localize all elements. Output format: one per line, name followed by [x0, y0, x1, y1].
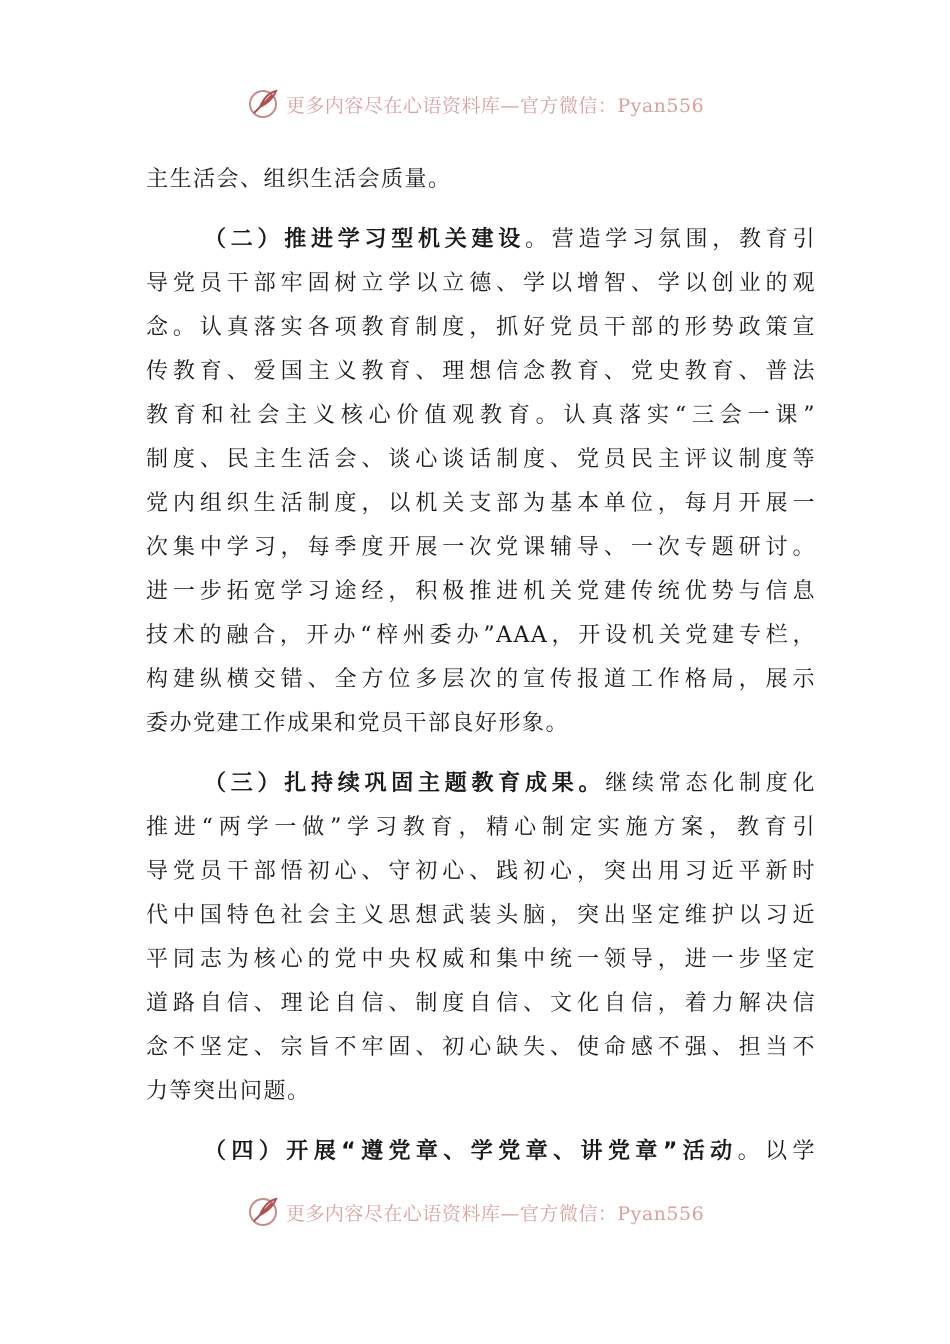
- section-2-first-line: （二）推进学习型机关建设。营造学习氛围，教育引: [204, 227, 816, 252]
- watermark-header: [0, 84, 950, 124]
- paragraph-line: 推进“两学一做”学习教育，精心制定实施方案，教育引: [146, 815, 816, 840]
- section-4-heading: （四）开展“遵党章、学党章、讲党章”活动: [204, 1139, 738, 1164]
- quill-pen-logo-icon: [246, 1195, 280, 1229]
- paragraph-line: 导党员干部悟初心、守初心、践初心，突出用习近平新时: [146, 859, 816, 884]
- section-3-heading: （三）扎持续巩固主题教育成果。: [204, 771, 606, 796]
- paragraph-line: 教育和社会主义核心价值观教育。认真落实“三会一课”: [146, 403, 816, 428]
- paragraph-line: 念不坚定、宗旨不牢固、初心缺失、使命感不强、担当不: [146, 1035, 816, 1060]
- section-3-first-line: （三）扎持续巩固主题教育成果。继续常态化制度化: [204, 771, 816, 796]
- section-4-first-line: （四）开展“遵党章、学党章、讲党章”活动。以学: [204, 1139, 816, 1164]
- document-body: [146, 158, 816, 1174]
- intro-line: 主生活会、组织生活会质量。: [146, 167, 452, 192]
- paragraph-line: 进一步拓宽学习途经，积极推进机关党建传统优势与信息: [146, 579, 816, 604]
- section-3: [146, 762, 816, 1114]
- paragraph-line: 道路自信、理论自信、制度自信、文化自信，着力解决信: [146, 991, 816, 1016]
- paragraph-line: 委办党建工作成果和党员干部良好形象。: [146, 711, 570, 736]
- paragraph-line: 平同志为核心的党中央权威和集中统一领导，进一步坚定: [146, 947, 816, 972]
- paragraph-line: 党内组织生活制度，以机关支部为基本单位，每月开展一: [146, 491, 816, 516]
- paragraph-line: 构建纵横交错、全方位多层次的宣传报道工作格局，展示: [146, 667, 816, 692]
- paragraph-line: 念。认真落实各项教育制度，抓好党员干部的形势政策宣: [146, 315, 816, 340]
- watermark-footer: [0, 1192, 950, 1232]
- paragraph-line: 力等突出问题。: [146, 1079, 311, 1104]
- paragraph-line: 导党员干部牢固树立学以立德、学以增智、学以创业的观: [146, 271, 816, 296]
- watermark-text: 更多内容尽在心语资料库—官方微信：Pyan556: [285, 94, 705, 117]
- section-2-heading: （二）推进学习型机关建设: [204, 227, 525, 252]
- paragraph-line: 代中国特色社会主义思想武装头脑，突出坚定维护以习近: [146, 903, 816, 928]
- paragraph-line: 传教育、爱国主义教育、理想信念教育、党史教育、普法: [146, 359, 816, 384]
- quill-pen-logo-icon: [246, 87, 280, 121]
- paragraph-line: 次集中学习，每季度开展一次党课辅导、一次专题研讨。: [146, 535, 816, 560]
- section-4: [146, 1130, 816, 1174]
- paragraph-line: 技术的融合，开办“梓州委办”AAA，开设机关党建专栏，: [146, 623, 816, 648]
- section-2: [146, 218, 816, 746]
- paragraph-line: 制度、民主生活会、谈心谈话制度、党员民主评议制度等: [146, 447, 816, 472]
- watermark-text: 更多内容尽在心语资料库—官方微信：Pyan556: [285, 1202, 705, 1225]
